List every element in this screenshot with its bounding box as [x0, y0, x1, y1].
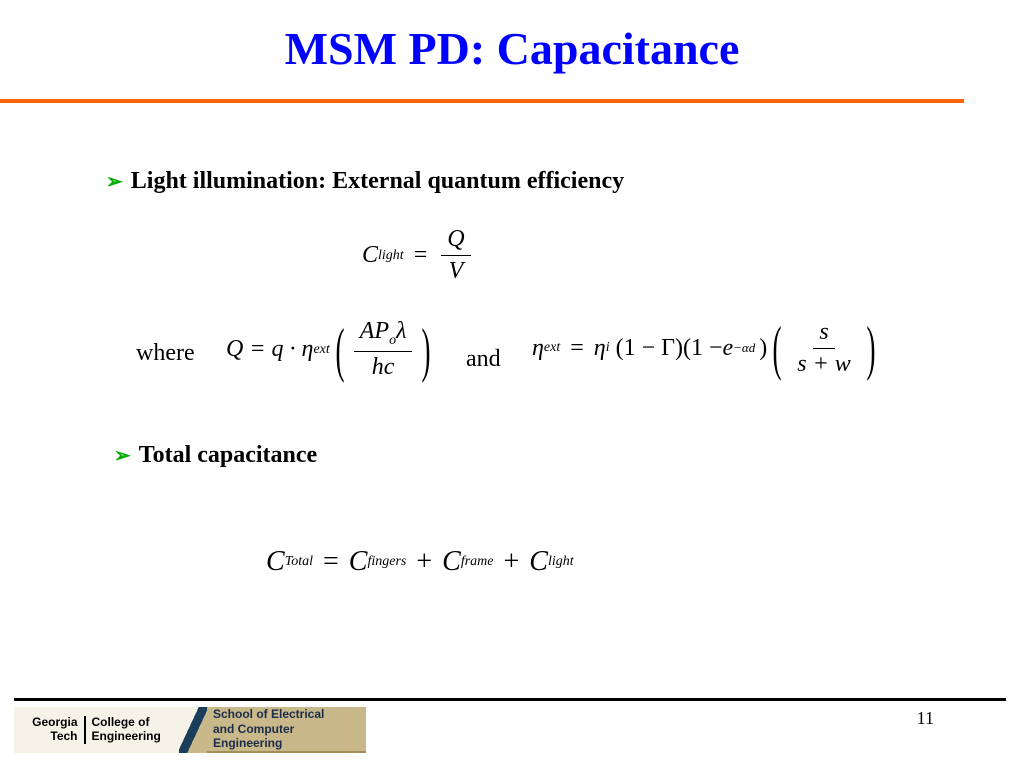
eq-symbol: C	[266, 546, 285, 577]
eq-operator: =	[322, 546, 339, 577]
logo-text: College of	[91, 715, 150, 730]
eq-subscript: ext	[543, 340, 561, 355]
arrow-bullet-icon: ➢	[114, 445, 131, 467]
equation-c-total	[266, 546, 574, 578]
eq-middle: (1 − Γ)(1 −	[615, 334, 723, 361]
logo-slash-graphic	[179, 707, 207, 753]
fraction-numerator	[354, 318, 413, 352]
eq-subscript: light	[378, 247, 404, 263]
exp-superscript: −αd	[733, 340, 756, 355]
fraction-numerator: s	[813, 319, 834, 349]
right-paren: )	[866, 315, 876, 381]
fraction-power	[354, 318, 413, 381]
ece-wordmark	[207, 707, 366, 753]
fraction-numerator: Q	[441, 226, 470, 256]
eq-symbol: C	[442, 546, 461, 577]
footer-divider	[14, 698, 1006, 701]
equation-c-light	[362, 226, 475, 285]
page-number: 11	[916, 708, 934, 728]
num-text: AP	[359, 318, 390, 344]
title-divider	[0, 99, 964, 103]
georgia-tech-wordmark	[32, 716, 85, 744]
logo-text: and Computer Engineering	[213, 721, 295, 751]
arrow-bullet-icon: ➢	[106, 171, 123, 193]
left-paren: (	[772, 315, 782, 381]
eq-symbol: C	[529, 546, 548, 577]
eta-symbol: η	[532, 334, 544, 361]
bullet-text: Light illumination: External quantum efficiency	[130, 168, 625, 194]
right-paren: )	[421, 316, 431, 383]
logo-text: Engineering	[91, 729, 161, 743]
institution-logo	[14, 707, 366, 753]
fraction-q-over-v	[441, 226, 470, 285]
fraction-denominator: V	[448, 258, 464, 284]
close-paren: )	[759, 334, 768, 361]
fraction-denominator: hc	[371, 354, 395, 380]
eq-symbol: C	[348, 546, 368, 577]
fraction-geometry	[791, 319, 857, 378]
bullet-total-capacitance	[114, 442, 317, 469]
logo-text: Georgia	[32, 715, 78, 730]
eq-subscript: Total	[284, 554, 313, 569]
eta-i-symbol: η	[593, 334, 606, 361]
eq-operator: +	[503, 546, 520, 577]
georgia-tech-coe-block	[14, 707, 179, 753]
slide-title: MSM PD: Capacitance	[284, 23, 740, 74]
eq-operator: +	[416, 546, 433, 577]
equation-eta-ext	[532, 315, 881, 381]
logo-text: School of Electrical	[213, 707, 325, 722]
bullet-light-illumination	[106, 168, 624, 195]
logo-text: Tech	[50, 729, 78, 743]
eq-subscript: frame	[460, 554, 494, 569]
left-paren: (	[335, 316, 345, 383]
where-label: where	[136, 340, 195, 366]
eq-subscript: i	[605, 340, 610, 355]
bullet-text: Total capacitance	[138, 442, 318, 468]
and-label: and	[466, 346, 501, 372]
equation-q	[226, 318, 436, 381]
eq-subscript: fingers	[367, 554, 407, 569]
num-lambda: λ	[396, 318, 407, 344]
eq-subscript: light	[547, 554, 574, 569]
num-subscript: o	[389, 333, 397, 348]
eq-q-expression: Q = q · η	[226, 336, 314, 362]
eq-operator: =	[570, 334, 584, 361]
exp-base: e	[722, 334, 734, 361]
fraction-denominator: s + w	[797, 350, 851, 377]
eq-subscript: ext	[313, 341, 330, 357]
college-wordmark	[86, 716, 161, 744]
eq-symbol: C	[362, 242, 379, 268]
eq-operator: =	[413, 242, 428, 268]
